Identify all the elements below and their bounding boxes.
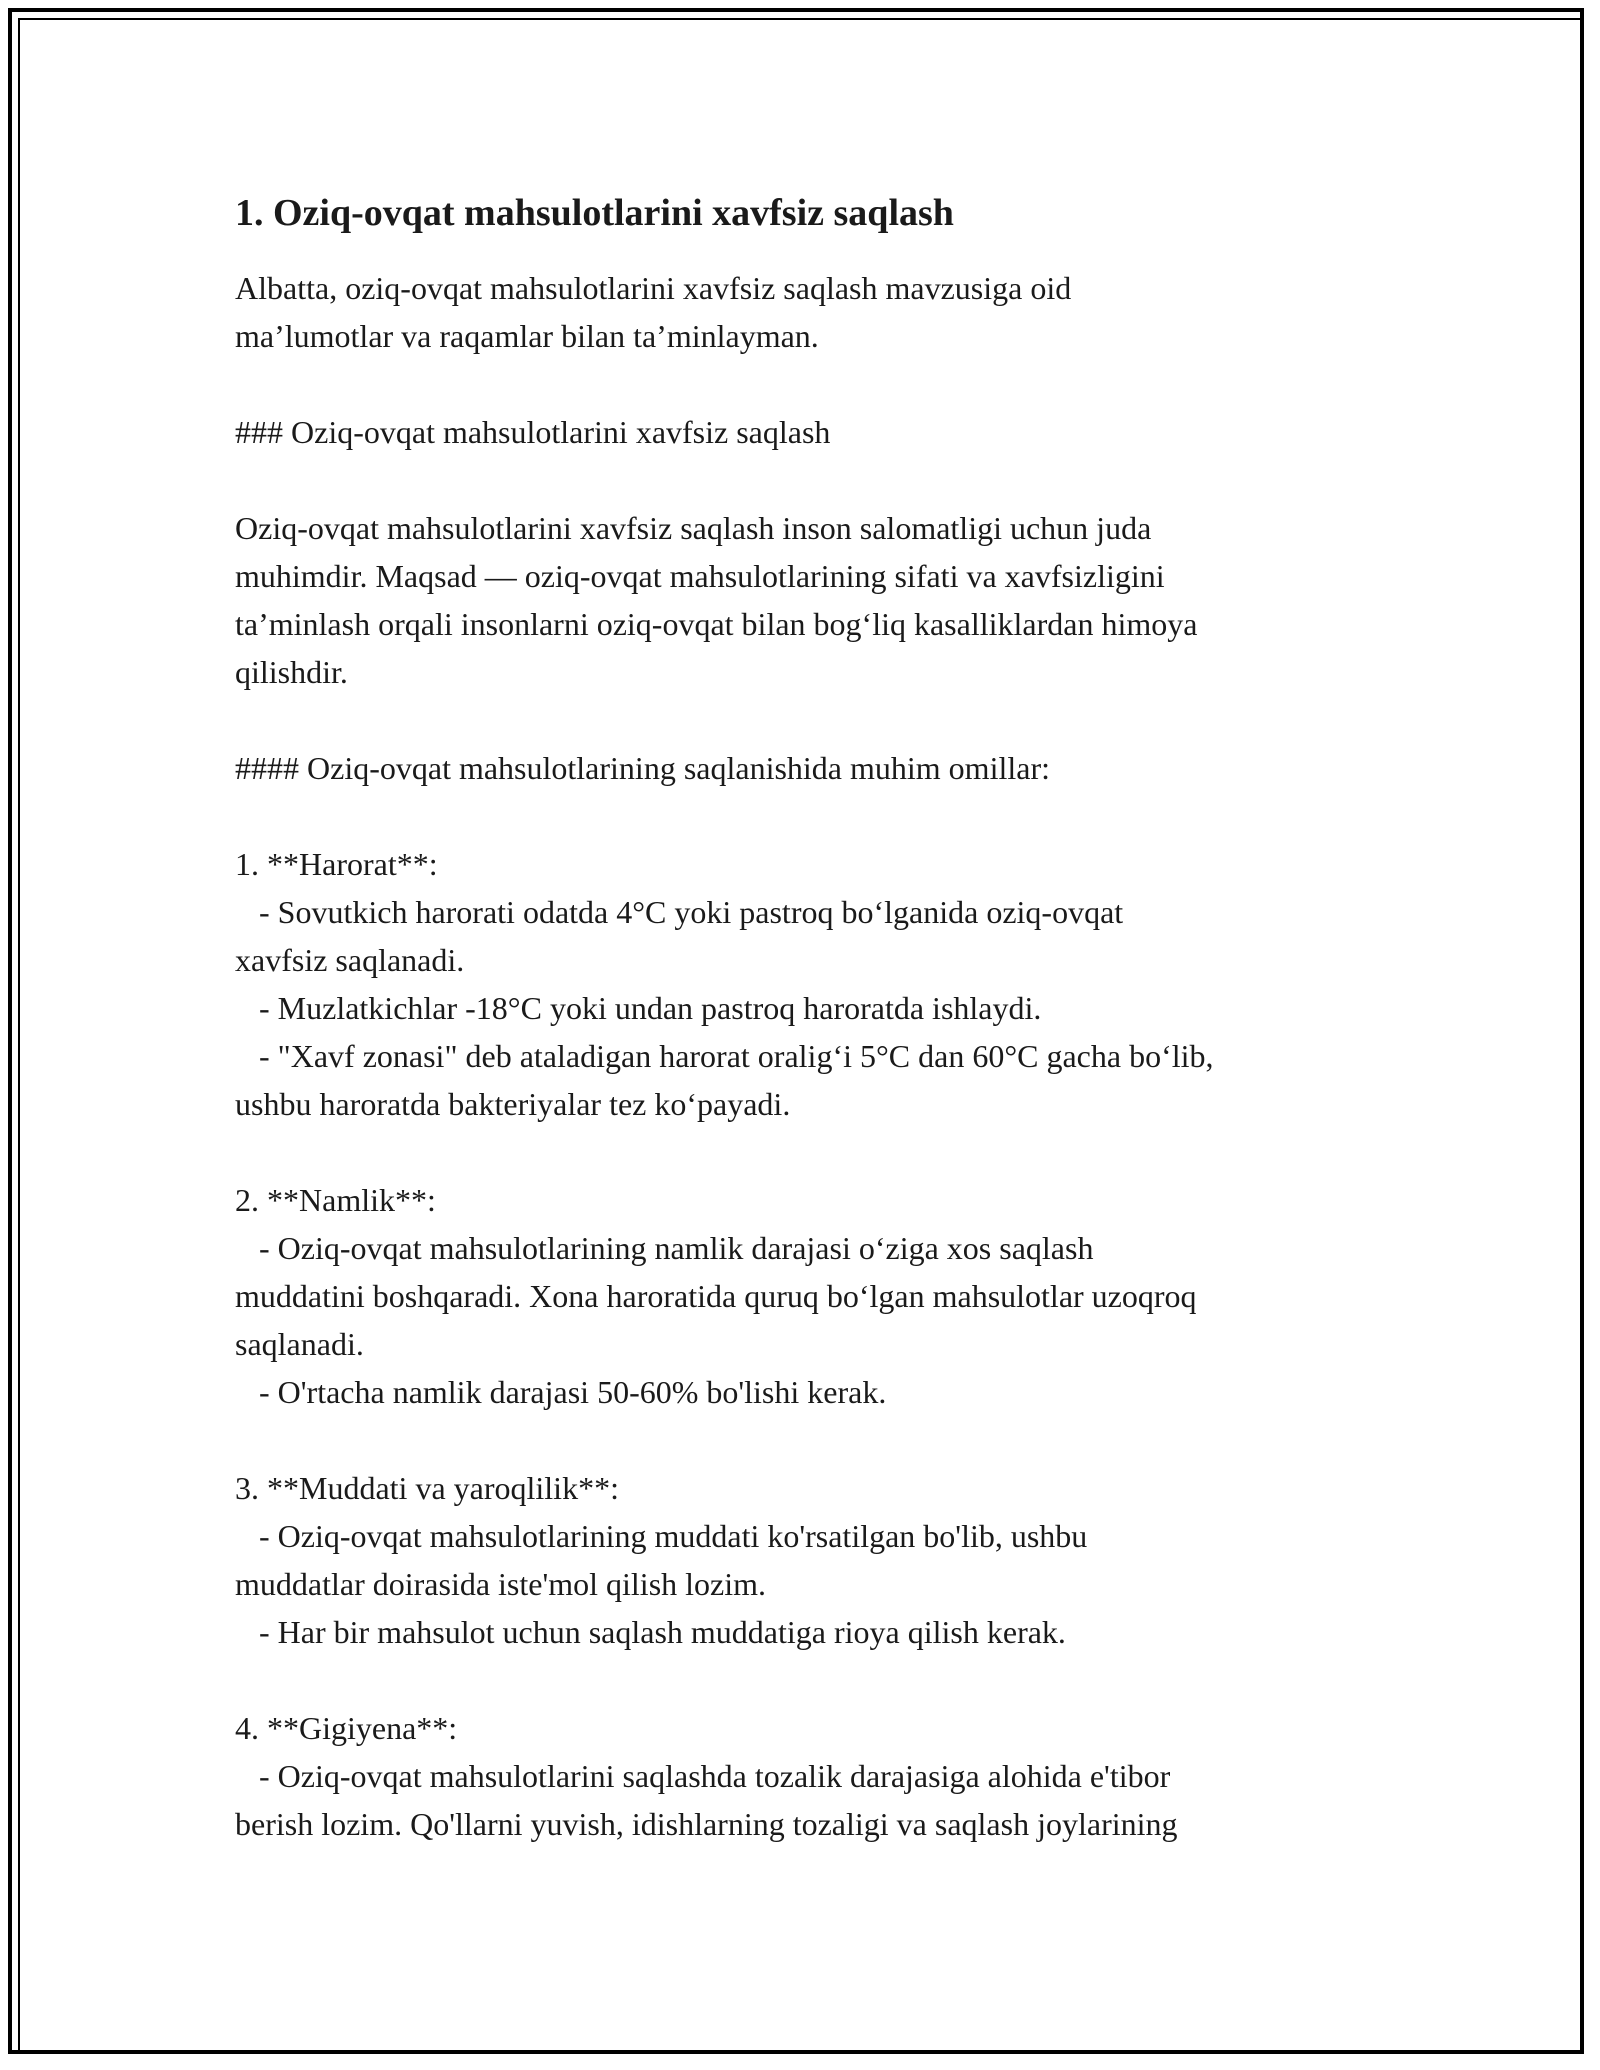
- spacer: [235, 1128, 1395, 1176]
- list-item-gigiyena: 4. **Gigiyena**: - Oziq-ovqat mahsulotlarini saqlashda tozalik darajasiga alohida e'tibor berish lozim. Qo'llarni yuvish, idishlarning tozaligi va saqlash joylarining: [235, 1710, 1178, 1842]
- spacer: [235, 792, 1395, 840]
- section-paragraph: Oziq-ovqat mahsulotlarini xavfsiz saqlash inson salomatligi uchun juda muhimdir. Maqsad — oziq-ovqat mahsulotlarining sifati va xavfsizligini ta’minlash orqali insonlarni oziq-ovqat bilan bog‘liq kasalliklardan himoya qilishdir.: [235, 510, 1198, 690]
- spacer: [235, 1656, 1395, 1704]
- document-title: 1. Oziq-ovqat mahsulotlarini xavfsiz saqlash: [235, 192, 954, 234]
- spacer: [235, 456, 1395, 504]
- list-item-muddati: 3. **Muddati va yaroqlilik**: - Oziq-ovqat mahsulotlarining muddati ko'rsatilgan bo'lib, ushbu muddatlar doirasida iste'mol qilish lozim. - Har bir mahsulot uchun saqlash muddatiga rioya qilish kerak.: [235, 1470, 1088, 1650]
- spacer: [235, 1416, 1395, 1464]
- section-heading-markdown: ### Oziq-ovqat mahsulotlarini xavfsiz saqlash: [235, 414, 831, 450]
- document-body: [235, 188, 1395, 1848]
- subsection-heading-markdown: #### Oziq-ovqat mahsulotlarining saqlanishida muhim omillar:: [235, 750, 1050, 786]
- list-item-namlik: 2. **Namlik**: - Oziq-ovqat mahsulotlarining namlik darajasi o‘ziga xos saqlash muddatini boshqaradi. Xona haroratida quruq bo‘lgan mahsulotlar uzoqroq saqlanadi. - O'rtacha namlik darajasi 50-60% bo'lishi kerak.: [235, 1182, 1197, 1410]
- intro-paragraph: Albatta, oziq-ovqat mahsulotlarini xavfsiz saqlash mavzusiga oid ma’lumotlar va raqamlar bilan ta’minlayman.: [235, 270, 1072, 354]
- list-item-harorat: 1. **Harorat**: - Sovutkich harorati odatda 4°C yoki pastroq bo‘lganida oziq-ovqat xavfsiz saqlanadi. - Muzlatkichlar -18°C yoki undan pastroq haroratda ishlaydi. - "Xavf zonasi" deb ataladigan harorat oralig‘i 5°C dan 60°C gacha bo‘lib, ushbu haroratda bakteriyalar tez ko‘payadi.: [235, 846, 1214, 1122]
- spacer: [235, 360, 1395, 408]
- spacer: [235, 696, 1395, 744]
